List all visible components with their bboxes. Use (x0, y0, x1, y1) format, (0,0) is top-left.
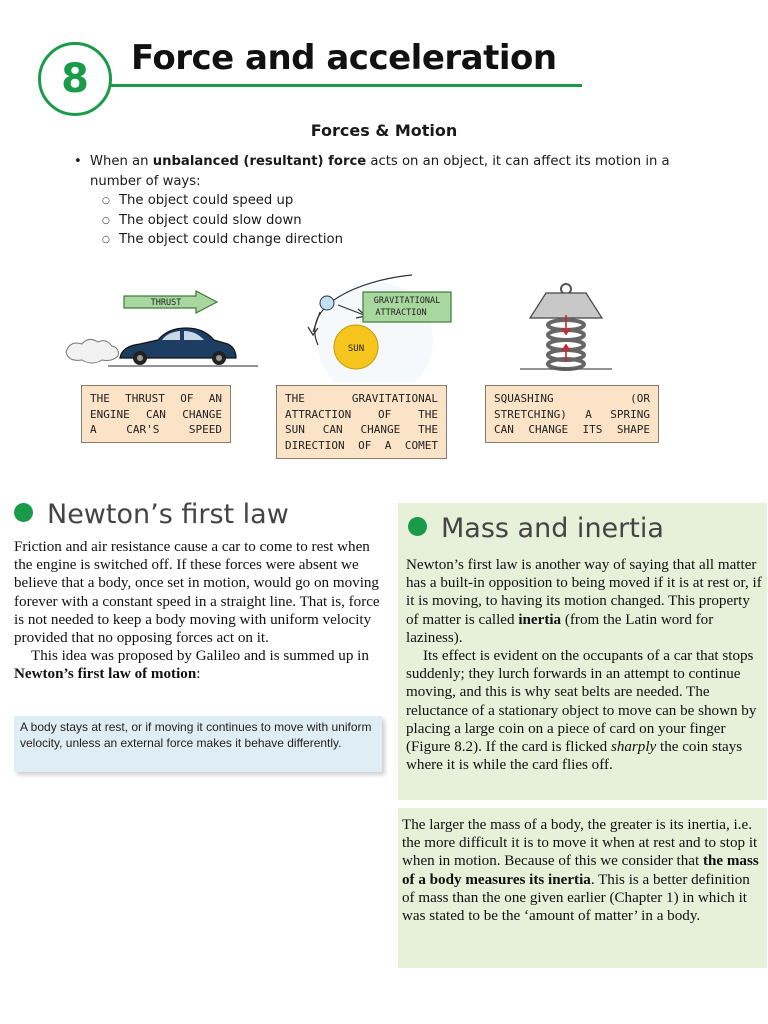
car-icon (120, 328, 236, 365)
thrust-arrow (124, 291, 217, 313)
forces-motion-bullets (72, 152, 692, 250)
caption-spring: SQUASHING (OR STRETCHING) A SPRING CAN CHANGE ITS SHAPE (485, 385, 659, 443)
newton-text (14, 538, 384, 684)
caption-car: THE THRUST OF AN ENGINE CAN CHANGE A CAR'S SPEED (81, 385, 231, 443)
bullet-speed-up: ○ The object could speed up (72, 191, 692, 211)
mass-definition-text (402, 816, 764, 925)
forces-motion-heading: Forces & Motion (310, 121, 458, 140)
forces-diagram (0, 262, 768, 382)
heading-bullet-icon (14, 503, 33, 522)
newton-para-1: Friction and air resistance cause a car to come to rest when the engine is switched off. If these forces were absent we believe that a body, once set in motion, would go on moving forever with a constant speed in a straight line. That is, force is not needed to keep a body moving with uniform velocity provided that no opposing forces act on it. (14, 539, 380, 647)
mass-para-1: Newton’s first law is another way of saying that all matter has a built-in opposition to being moved if it is at rest or, if it is moving, to having its motion changed. This property of matter is called inertia (from the Latin word for laziness). (406, 557, 762, 646)
newton-para-2: This idea was proposed by Galileo and is summed up in Newton’s first law of motion: (14, 648, 369, 683)
mass-para-2: Its effect is evident on the occupants of a car that stops suddenly; they lurch forwards in an attempt to continue moving, and this is why seat belts are needed. The reluctance of a stationary object to move can be shown by placing a large coin on a piece of card on your finger (Figure 8.2). If the card is flicked sharply the coin stays where it is while the card flies off. (406, 648, 757, 774)
heading-bullet-icon (408, 517, 427, 536)
chapter-title: Force and acceleration (131, 38, 557, 78)
sun-label: SUN (347, 344, 365, 354)
gravitational-label: GRAVITATIONAL (373, 296, 441, 306)
mass-text (406, 556, 764, 774)
bullet-slow-down: ○ The object could slow down (72, 211, 692, 231)
exhaust-smoke (66, 339, 118, 363)
gravitational-label-box (363, 292, 451, 322)
mass-heading: Mass and inertia (408, 513, 664, 544)
chapter-number: 8 (61, 56, 89, 102)
mass-para-3: The larger the mass of a body, the greater is its inertia, i.e. the more difficult it is to move it when at rest and to stop it when in motion. Because of this we consider that the mass of a body measures its inertia. This is a better definition of mass than the one given earlier (Chapter 1) in which it was stated to be the ‘amount of matter’ in a body. (402, 817, 759, 925)
spring-weight-icon (530, 284, 602, 369)
thrust-label: THRUST (150, 298, 182, 308)
chapter-number-badge (38, 42, 112, 116)
chapter-title-underline (110, 84, 582, 87)
bullet-change-direction: ○ The object could change direction (72, 230, 692, 250)
sun-icon (334, 325, 378, 369)
attraction-label: ATTRACTION (375, 308, 427, 318)
first-law-statement: A body stays at rest, or if moving it continues to move with uniform velocity, unless an external force makes it behave differently. (14, 716, 382, 772)
caption-sun: THE GRAVITATIONAL ATTRACTION OF THE SUN CAN CHANGE THE DIRECTION OF A COMET (276, 385, 447, 459)
newton-heading: Newton’s first law (14, 499, 289, 530)
bullet-unbalanced-force: • When an unbalanced (resultant) force acts on an object, it can affect its motion in a number of ways: (72, 152, 692, 191)
